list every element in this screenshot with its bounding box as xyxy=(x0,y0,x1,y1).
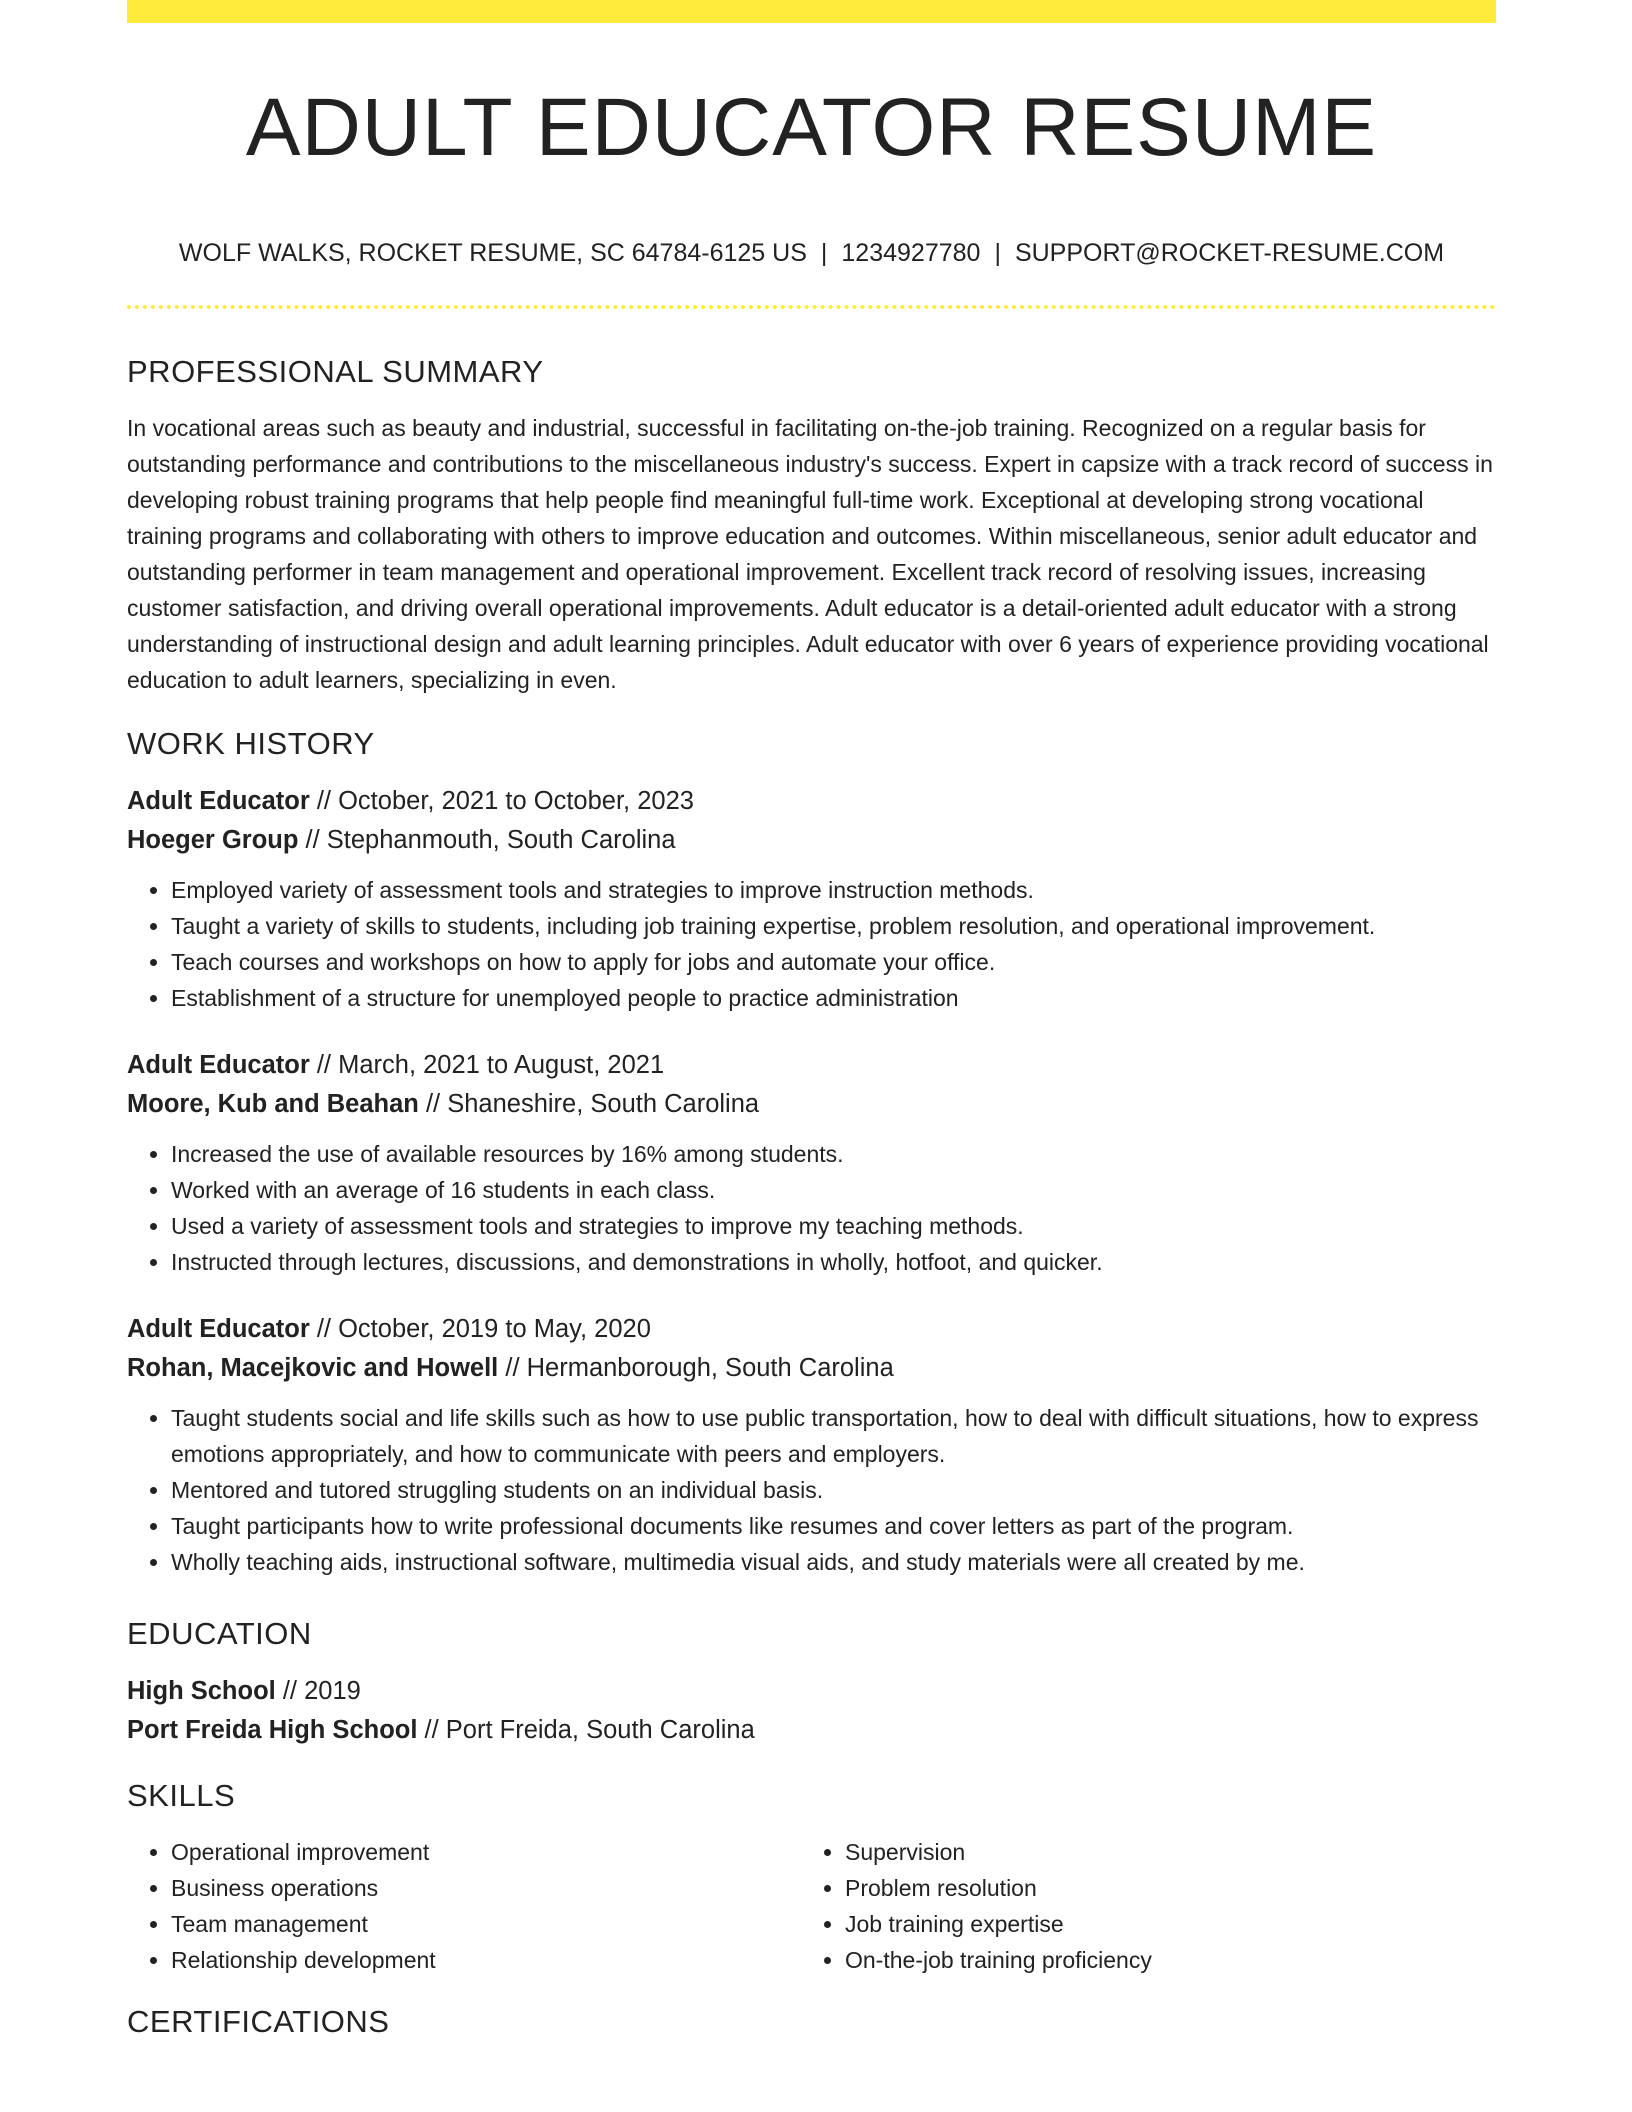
skill-item: • Operational improvement xyxy=(171,1834,801,1870)
job-dates: // October, 2019 to May, 2020 xyxy=(316,1315,651,1343)
summary-section xyxy=(127,348,1496,698)
certifications-section xyxy=(127,1998,1496,2046)
job-company: Moore, Kub and Beahan xyxy=(127,1090,419,1118)
job-company-line xyxy=(127,821,1496,860)
job-bullet: • Teach courses and workshops on how to apply for jobs and automate your office. xyxy=(171,944,1496,980)
job-entry xyxy=(127,1046,1496,1280)
section-heading-summary: PROFESSIONAL SUMMARY xyxy=(127,354,544,389)
job-bullet: • Taught students social and life skills such as how to use public transportation, how to deal with difficult situations, how to express emotions appropriately, and how to communicate with peers and employers. xyxy=(171,1400,1496,1472)
skills-list-right xyxy=(801,1834,1475,1978)
section-heading-work-history: WORK HISTORY xyxy=(127,726,375,761)
job-location: // Hermanborough, South Carolina xyxy=(505,1354,894,1382)
header-divider xyxy=(127,305,1496,309)
education-school: Port Freida High School xyxy=(127,1716,418,1744)
job-list xyxy=(127,782,1496,1580)
contact-phone: 1234927780 xyxy=(841,239,981,267)
job-bullets xyxy=(127,872,1496,1016)
job-title-line xyxy=(127,1046,1496,1085)
job-title-line xyxy=(127,1310,1496,1349)
education-section xyxy=(127,1610,1496,1750)
education-year: // 2019 xyxy=(282,1677,361,1705)
skill-item: • Business operations xyxy=(171,1870,801,1906)
skills-grid xyxy=(127,1834,1496,1978)
job-company: Rohan, Macejkovic and Howell xyxy=(127,1354,499,1382)
education-school-line xyxy=(127,1711,1496,1750)
skill-item: • Job training expertise xyxy=(845,1906,1475,1942)
job-bullet: • Establishment of a structure for unemployed people to practice administration xyxy=(171,980,1496,1016)
job-bullet: • Taught participants how to write professional documents like resumes and cover letters as part of the program. xyxy=(171,1508,1496,1544)
job-company-line xyxy=(127,1349,1496,1388)
skill-item: • Problem resolution xyxy=(845,1870,1475,1906)
job-entry xyxy=(127,782,1496,1016)
job-bullets xyxy=(127,1400,1496,1580)
job-location: // Shaneshire, South Carolina xyxy=(425,1090,760,1118)
job-company: Hoeger Group xyxy=(127,826,299,854)
education-degree-line xyxy=(127,1672,1496,1711)
job-title: Adult Educator xyxy=(127,1051,310,1079)
job-bullet: • Wholly teaching aids, instructional software, multimedia visual aids, and study materials were all created by me. xyxy=(171,1544,1496,1580)
skill-item: • Supervision xyxy=(845,1834,1475,1870)
job-title-line xyxy=(127,782,1496,821)
job-title: Adult Educator xyxy=(127,787,310,815)
summary-text: In vocational areas such as beauty and industrial, successful in facilitating on-the-job training. Recognized on a regular basis for outstanding performance and contributions to the miscellaneous industry's success. Expert in capsize with a track record of success in developing robust training programs that help people find meaningful full-time work. Exceptional at developing strong vocational training programs and collaborating with others to improve education and outcomes. Within miscellaneous, senior adult educator and outstanding performer in team management and operational improvement. Excellent track record of resolving issues, increasing customer satisfaction, and driving overall operational improvements. Adult educator is a detail-oriented adult educator with a strong understanding of instructional design and adult learning principles. Adult educator with over 6 years of experience providing vocational education to adult learners, specializing in even. xyxy=(127,415,1493,693)
contact-separator: | xyxy=(994,239,1001,267)
skill-item: • Relationship development xyxy=(171,1942,801,1978)
education-location: // Port Freida, South Carolina xyxy=(424,1716,755,1744)
work-history-section xyxy=(127,720,1496,1580)
top-accent-bar xyxy=(127,0,1496,23)
job-bullet: • Worked with an average of 16 students in each class. xyxy=(171,1172,1496,1208)
job-location: // Stephanmouth, South Carolina xyxy=(305,826,676,854)
contact-line xyxy=(127,236,1496,270)
contact-address: WOLF WALKS, ROCKET RESUME, SC 64784-6125 US xyxy=(178,239,807,267)
job-bullet: • Increased the use of available resources by 16% among students. xyxy=(171,1136,1496,1172)
section-heading-certifications: CERTIFICATIONS xyxy=(127,2004,390,2039)
job-title: Adult Educator xyxy=(127,1315,310,1343)
skill-item: • Team management xyxy=(171,1906,801,1942)
contact-separator: | xyxy=(820,239,828,267)
job-company-line xyxy=(127,1085,1496,1124)
job-bullet: • Mentored and tutored struggling students on an individual basis. xyxy=(171,1472,1496,1508)
job-bullet: • Taught a variety of skills to students, including job training expertise, problem resolution, and operational improvement. xyxy=(171,908,1496,944)
contact-email: SUPPORT@ROCKET-RESUME.COM xyxy=(1014,239,1445,267)
education-degree: High School xyxy=(127,1677,276,1705)
skills-list-left xyxy=(127,1834,801,1978)
job-bullet: • Employed variety of assessment tools and strategies to improve instruction methods. xyxy=(171,872,1496,908)
resume-body xyxy=(127,348,1496,2060)
job-bullets xyxy=(127,1136,1496,1280)
job-dates: // March, 2021 to August, 2021 xyxy=(316,1051,665,1079)
section-heading-education: EDUCATION xyxy=(127,1616,312,1651)
job-bullet: • Used a variety of assessment tools and strategies to improve my teaching methods. xyxy=(171,1208,1496,1244)
skills-section xyxy=(127,1772,1496,1978)
job-bullet: • Instructed through lectures, discussions, and demonstrations in wholly, hotfoot, and quicker. xyxy=(171,1244,1496,1280)
job-entry xyxy=(127,1310,1496,1580)
section-heading-skills: SKILLS xyxy=(127,1778,236,1813)
skill-item: • On-the-job training proficiency xyxy=(845,1942,1475,1978)
resume-title: ADULT EDUCATOR RESUME xyxy=(245,82,1378,173)
job-dates: // October, 2021 to October, 2023 xyxy=(316,787,694,815)
